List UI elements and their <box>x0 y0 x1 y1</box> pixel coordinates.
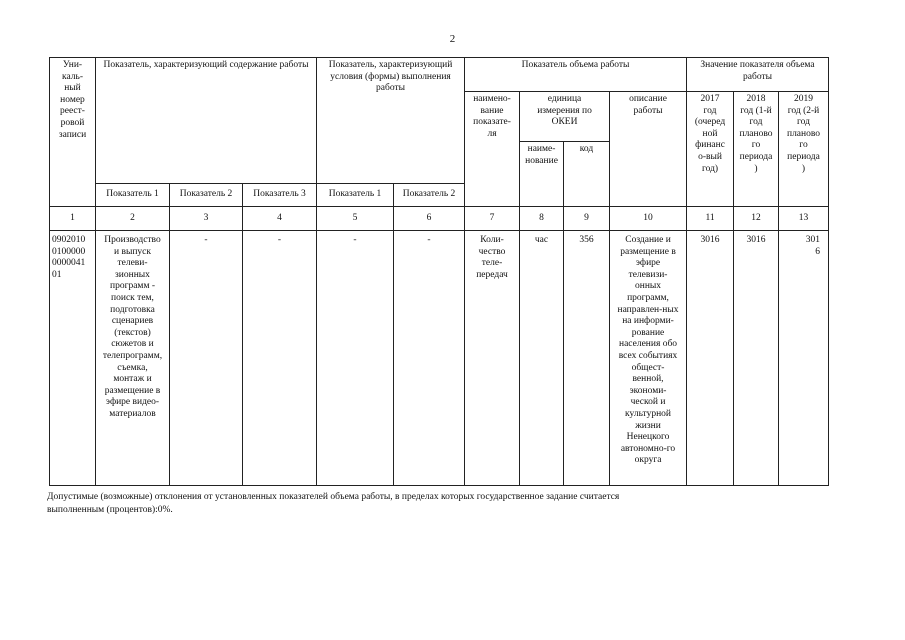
cell-content-3: - <box>243 231 317 486</box>
header-conditions-sub-2: Показатель 2 <box>394 184 465 207</box>
column-number: 5 <box>317 207 394 231</box>
column-number: 10 <box>610 207 687 231</box>
column-number: 2 <box>96 207 170 231</box>
page-number: 2 <box>449 33 456 45</box>
header-content-sub-1: Показатель 1 <box>96 184 170 207</box>
cell-value-2017: 3016 <box>687 231 734 486</box>
header-content-sub-2: Показатель 2 <box>170 184 243 207</box>
header-unit-name: наиме- нование <box>520 142 564 207</box>
cell-value-2018: 3016 <box>734 231 779 486</box>
column-number: 13 <box>779 207 829 231</box>
column-number: 8 <box>520 207 564 231</box>
cell-registry-number: 0902010 0100000 0000041 01 <box>50 231 96 486</box>
header-description: описание работы <box>610 92 687 207</box>
cell-conditions-2: - <box>394 231 465 486</box>
header-registry-number: Уни- каль- ный номер реест- ровой записи <box>50 58 96 207</box>
cell-conditions-1: - <box>317 231 394 486</box>
column-number: 6 <box>394 207 465 231</box>
header-conditions-indicator: Показатель, характеризующий условия (формы) выполнения работы <box>317 58 465 184</box>
header-year-2018: 2018 год (1-й год планово го периода ) <box>734 92 779 207</box>
column-number: 4 <box>243 207 317 231</box>
header-year-2017: 2017 год (очеред ной финанс о-вый год) <box>687 92 734 207</box>
deviation-footnote: Допустимые (возможные) отклонения от установленных показателей объема работы, в пределах которых государственное задание считается выполненным (процентов):0%. <box>47 492 620 515</box>
header-content-indicator: Показатель, характеризующий содержание работы <box>96 58 317 184</box>
header-year-2019: 2019 год (2-й год планово го периода ) <box>779 92 829 207</box>
column-number: 1 <box>50 207 96 231</box>
column-number: 3 <box>170 207 243 231</box>
header-content-sub-3: Показатель 3 <box>243 184 317 207</box>
header-volume-indicator: Показатель объема работы <box>465 58 687 92</box>
column-number: 7 <box>465 207 520 231</box>
header-conditions-sub-1: Показатель 1 <box>317 184 394 207</box>
cell-unit-name: час <box>520 231 564 486</box>
header-unit-code: код <box>564 142 610 207</box>
column-number: 12 <box>734 207 779 231</box>
column-number: 9 <box>564 207 610 231</box>
cell-indicator-name: Коли- чество теле- передач <box>465 231 520 486</box>
cell-description: Создание и размещение в эфире телевизи- онных программ, направлен-ных на информи- рование населения обо всех событиях общест- венной, экономи- ческой и культурной жизни Ненецкого автономно-го округа <box>610 231 687 486</box>
cell-content-2: - <box>170 231 243 486</box>
column-number: 11 <box>687 207 734 231</box>
cell-unit-code: 356 <box>564 231 610 486</box>
volume-indicators-table <box>49 57 829 486</box>
header-indicator-name: наимено- вание показате- ля <box>465 92 520 207</box>
header-unit: единица измерения по ОКЕИ <box>520 92 610 142</box>
cell-content-1: Производство и выпуск телеви- зионных программ - поиск тем, подготовка сценариев (текстов) сюжетов и телепрограмм, съемка, монтаж и размещение в эфире видео- материалов <box>96 231 170 486</box>
cell-value-2019: 301 6 <box>779 231 829 486</box>
header-value-indicator: Значение показателя объема работы <box>687 58 829 92</box>
